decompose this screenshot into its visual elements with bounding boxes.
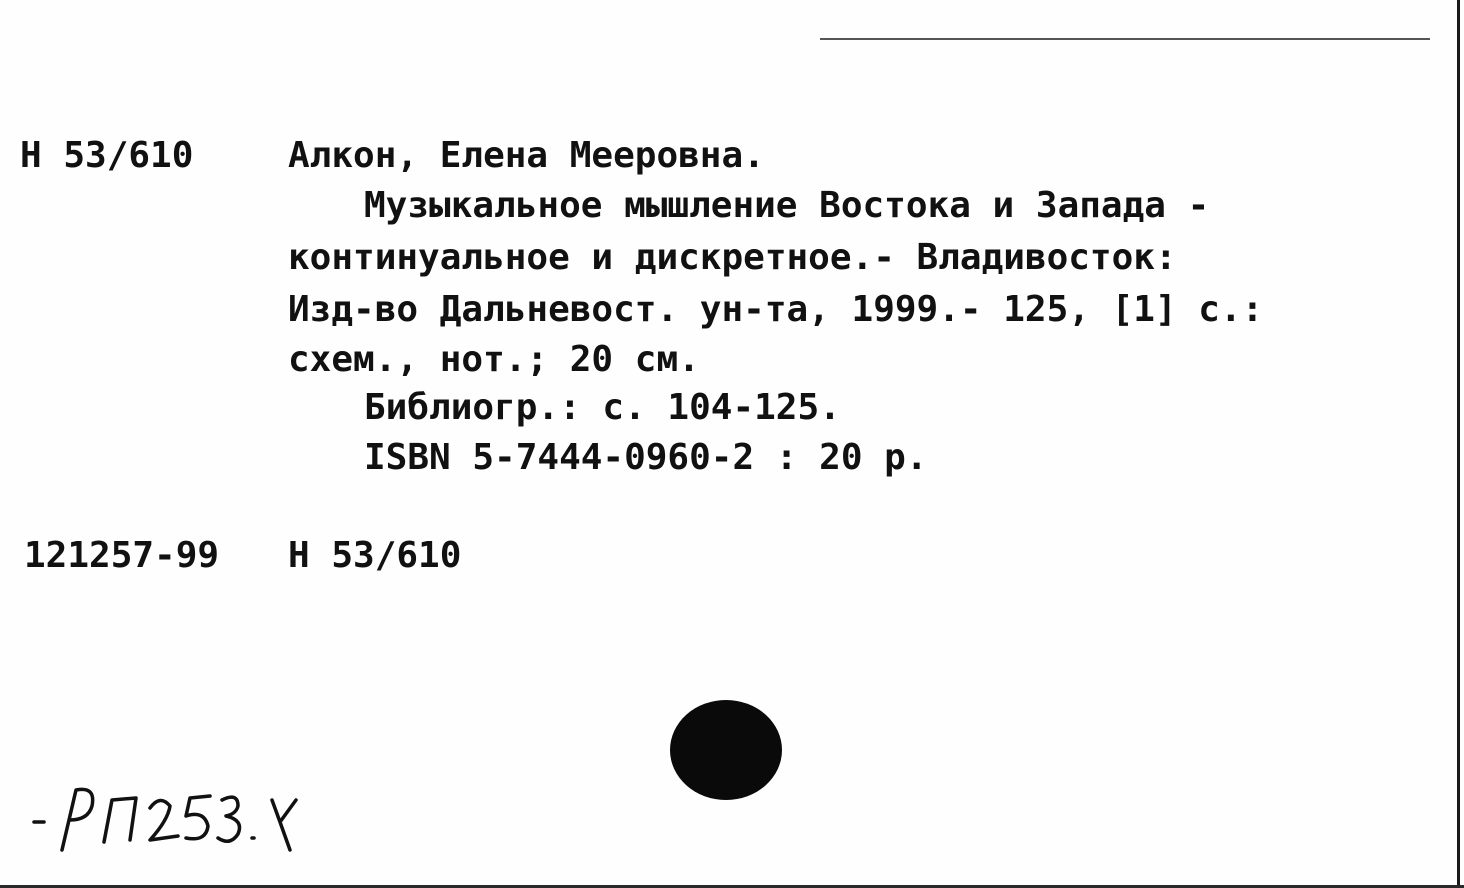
top-rule: [820, 38, 1430, 40]
punch-hole: [670, 700, 782, 800]
bibliography-note: Библиогр.: с. 104-125.: [364, 387, 841, 428]
author-heading: Алкон, Елена Мееровна.: [288, 135, 765, 176]
handwriting-drawing: [0, 0, 340, 888]
title-line-1: Музыкальное мышление Востока и Запада -: [364, 185, 1210, 226]
card-right-edge: [1457, 0, 1460, 888]
title-line-2: континуальное и дискретное.- Владивосток:: [288, 237, 1177, 278]
isbn-price: ISBN 5-7444-0960-2 : 20 р.: [364, 437, 928, 478]
imprint-line-2: схем., нот.; 20 см.: [288, 339, 700, 380]
accession-number: 121257-99: [24, 535, 220, 576]
call-number-top: Н 53/610: [20, 135, 194, 176]
imprint-line-1: Изд-во Дальневост. ун-та, 1999.- 125, [1] с.:: [288, 289, 1264, 330]
call-number-bottom: Н 53/610: [288, 535, 462, 576]
